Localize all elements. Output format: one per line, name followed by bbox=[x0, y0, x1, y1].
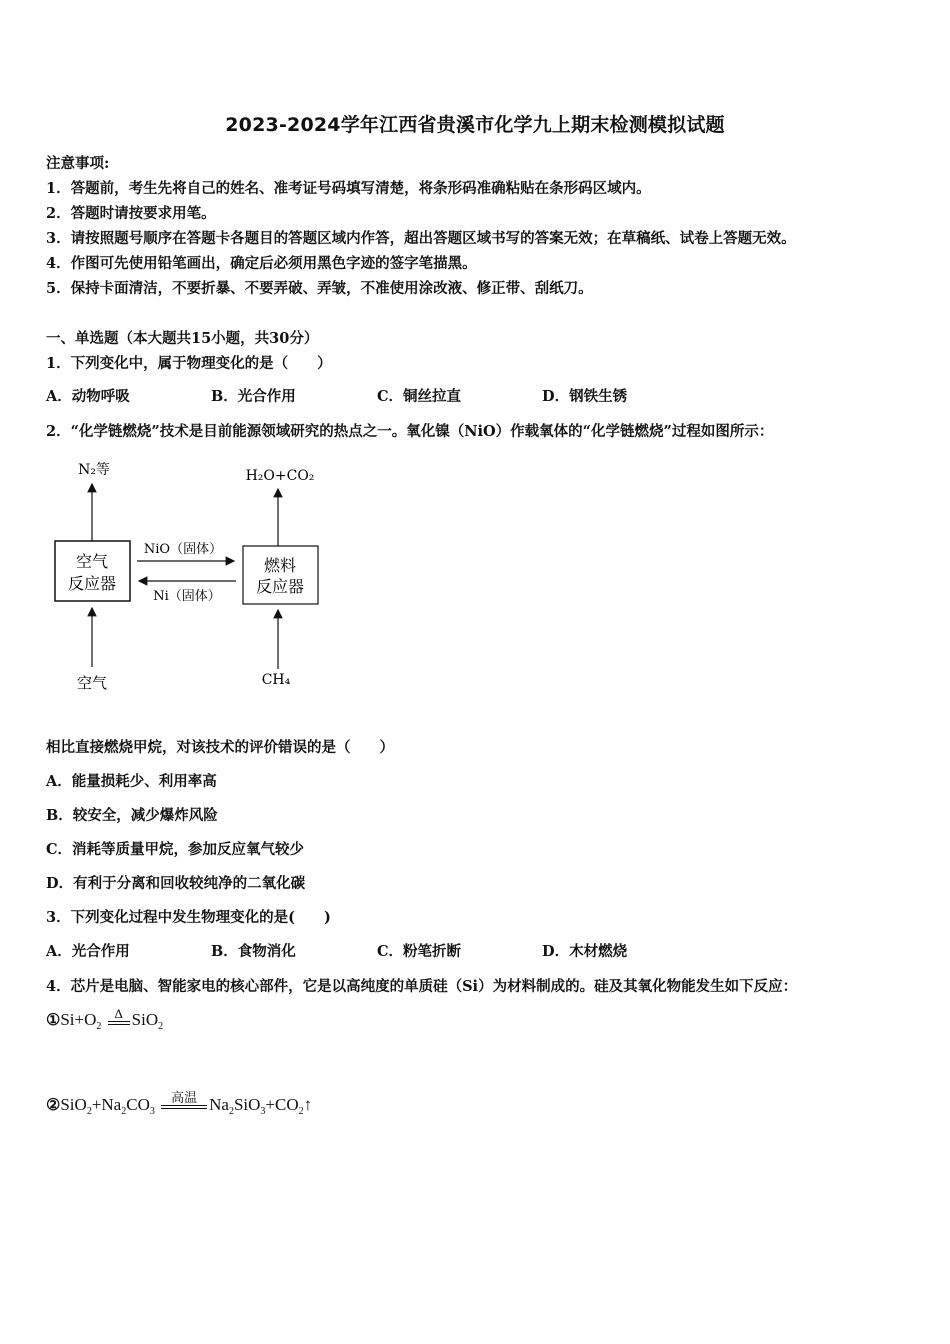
eq1-reactant-sub: 2 bbox=[96, 1021, 102, 1032]
eq2-marker: ② bbox=[46, 1097, 61, 1114]
q3-option-d: D．木材燃烧 bbox=[542, 943, 628, 960]
eq2-p3: +CO bbox=[265, 1095, 299, 1114]
notice-item-5: 5．保持卡面清洁，不要折暴、不要弄破、弄皱，不准使用涂改液、修正带、刮纸刀。 bbox=[46, 280, 593, 297]
chemical-looping-diagram bbox=[40, 450, 340, 700]
q2-option-a: A．能量损耗少、利用率高 bbox=[46, 773, 217, 790]
eq2-equals-bar bbox=[161, 1105, 207, 1109]
output-n2-label: N₂等 bbox=[78, 462, 110, 478]
eq2-gas-arrow: ↑ bbox=[303, 1095, 313, 1114]
eq1-marker: ① bbox=[46, 1012, 61, 1029]
eq2-p1-sub: 2 bbox=[228, 1106, 234, 1117]
eq2-condition bbox=[161, 1091, 207, 1109]
equation-1 bbox=[46, 1006, 164, 1032]
eq1-product: SiO bbox=[131, 1010, 159, 1029]
eq2-r2-sub: 2 bbox=[121, 1106, 127, 1117]
eq2-r3-sub: 3 bbox=[149, 1106, 155, 1117]
eq1-reactant: Si+O bbox=[60, 1010, 97, 1029]
q1-stem: 1．下列变化中，属于物理变化的是（ ） bbox=[46, 355, 332, 372]
fuel-reactor-label-1: 燃料 bbox=[263, 556, 297, 575]
nio-solid-label: NiO（固体） bbox=[143, 542, 223, 557]
eq1-product-sub: 2 bbox=[158, 1021, 164, 1032]
eq2-r1: SiO bbox=[60, 1095, 87, 1114]
fuel-reactor-label-2: 反应器 bbox=[255, 577, 305, 596]
ni-solid-label: Ni（固体） bbox=[153, 589, 221, 604]
eq2-r2: +Na bbox=[91, 1095, 122, 1114]
q2-stem: 2．“化学链燃烧”技术是目前能源领域研究的热点之一。氧化镍（NiO）作载氧体的“化学链燃烧”过程如图所示： bbox=[46, 423, 774, 440]
eq1-equals-bar bbox=[108, 1021, 130, 1025]
eq2-p2-sub: 3 bbox=[260, 1106, 266, 1117]
notice-item-1: 1．答题前，考生先将自己的姓名、准考证号码填写清楚，将条形码准确粘贴在条形码区域内。 bbox=[46, 180, 651, 197]
notice-heading: 注意事项: bbox=[46, 155, 110, 172]
section-heading: 一、单选题（本大题共15小题，共30分） bbox=[46, 330, 319, 347]
input-ch4-label: CH₄ bbox=[261, 672, 291, 688]
eq2-condition-text: 高温 bbox=[171, 1090, 198, 1106]
output-h2o-co2-label: H₂O+CO₂ bbox=[245, 468, 315, 484]
q2-option-b: B．较安全，减少爆炸风险 bbox=[46, 807, 218, 824]
q3-option-c: C．粉笔折断 bbox=[377, 943, 462, 960]
q3-option-a: A．光合作用 bbox=[46, 943, 130, 960]
q1-option-d: D．钢铁生锈 bbox=[542, 388, 628, 405]
eq2-p3-sub: 2 bbox=[298, 1106, 304, 1117]
eq1-condition-text: Δ bbox=[114, 1006, 123, 1022]
eq2-p1: Na bbox=[209, 1095, 229, 1114]
notice-item-4: 4．作图可先使用铅笔画出，确定后必须用黑色字迹的签字笔描黑。 bbox=[46, 255, 477, 272]
equation-2 bbox=[46, 1090, 313, 1117]
input-air-label: 空气 bbox=[76, 674, 108, 692]
notice-item-3: 3．请按照题号顺序在答题卡各题目的答题区域内作答，超出答题区域书写的答案无效；在草稿纸、试卷上答题无效。 bbox=[46, 230, 796, 247]
q1-option-a: A．动物呼吸 bbox=[46, 388, 130, 405]
air-reactor-label-1: 空气 bbox=[75, 552, 109, 571]
q3-option-b: B．食物消化 bbox=[211, 943, 296, 960]
q3-stem: 3．下列变化过程中发生物理变化的是( ) bbox=[46, 909, 331, 926]
q1-option-c: C．铜丝拉直 bbox=[377, 388, 462, 405]
q2-question: 相比直接燃烧甲烷，对该技术的评价错误的是（ ） bbox=[46, 739, 394, 756]
q2-option-d: D．有利于分离和回收较纯净的二氧化碳 bbox=[46, 875, 306, 892]
notice-item-2: 2．答题时请按要求用笔。 bbox=[46, 205, 216, 222]
air-reactor-label-2: 反应器 bbox=[67, 574, 117, 593]
q2-option-c: C．消耗等质量甲烷，参加反应氧气较少 bbox=[46, 841, 305, 858]
eq2-r1-sub: 2 bbox=[86, 1106, 92, 1117]
page-title: 2023-2024学年江西省贵溪市化学九上期末检测模拟试题 bbox=[225, 114, 725, 136]
q4-stem: 4．芯片是电脑、智能家电的核心部件，它是以高纯度的单质硅（Si）为材料制成的。硅及其氧化物能发生如下反应： bbox=[46, 978, 798, 995]
eq2-p2: SiO bbox=[233, 1095, 261, 1114]
eq2-r3: CO bbox=[126, 1095, 150, 1114]
eq1-condition bbox=[108, 1007, 130, 1025]
q1-option-b: B．光合作用 bbox=[211, 388, 296, 405]
